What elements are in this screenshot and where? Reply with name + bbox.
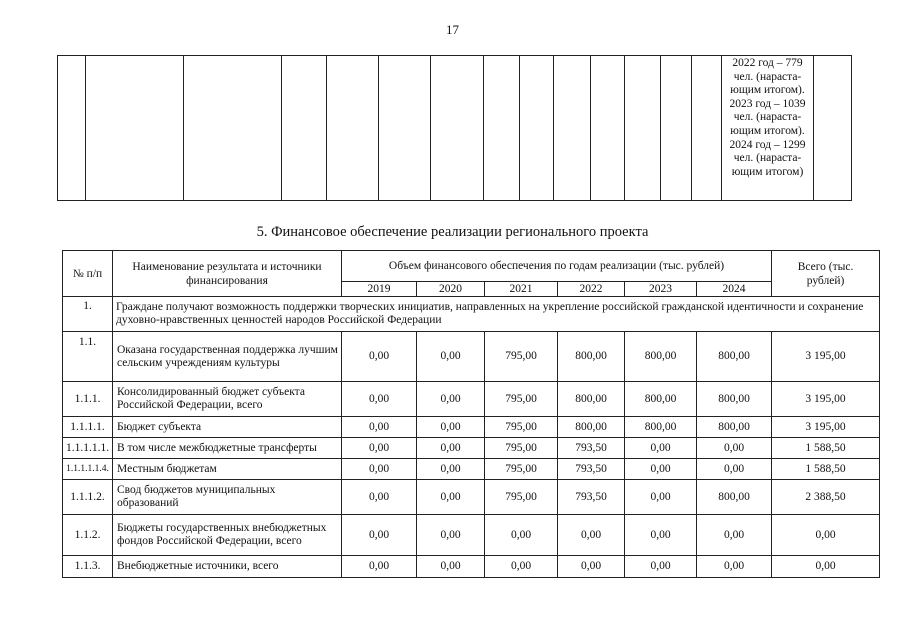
header-row bbox=[63, 251, 880, 282]
value-cell: 800,00 bbox=[697, 332, 772, 382]
empty-cell bbox=[431, 56, 484, 201]
value-cell: 0,00 bbox=[342, 556, 417, 578]
total-cell: 3 195,00 bbox=[772, 332, 880, 382]
note-line: чел. (нараста- bbox=[733, 111, 802, 124]
total-cell: 3 195,00 bbox=[772, 417, 880, 438]
value-cell: 795,00 bbox=[485, 438, 558, 459]
value-cell: 800,00 bbox=[558, 332, 625, 382]
value-cell: 0,00 bbox=[625, 480, 697, 515]
row-name: Бюджеты государственных внебюджетных фондов Российской Федерации, всего bbox=[113, 515, 342, 556]
finance-table bbox=[62, 250, 880, 578]
note-line: ющим итогом). bbox=[730, 124, 805, 137]
empty-cell bbox=[814, 56, 852, 201]
header-num: № п/п bbox=[63, 251, 113, 297]
section-num: 1. bbox=[63, 297, 113, 332]
value-cell: 0,00 bbox=[625, 515, 697, 556]
row-num: 1.1.2. bbox=[63, 515, 113, 556]
total-cell: 0,00 bbox=[772, 515, 880, 556]
note-line: ющим итогом) bbox=[731, 165, 804, 178]
table-row bbox=[63, 382, 880, 417]
empty-cell bbox=[692, 56, 722, 201]
row-num: 1.1.1.2. bbox=[63, 480, 113, 515]
header-total: Всего (тыс. рублей) bbox=[772, 251, 880, 297]
value-cell: 800,00 bbox=[625, 382, 697, 417]
table-row bbox=[63, 459, 880, 480]
value-cell: 800,00 bbox=[558, 382, 625, 417]
note-line: 2023 год – 1039 bbox=[729, 97, 806, 110]
section-text: Граждане получают возможность поддержки творческих инициатив, направленных на укрепление российской гражданской идентичности и сохранение духовно-нравственных ценностей народов Российской Федерации bbox=[113, 297, 880, 332]
empty-cell bbox=[86, 56, 184, 201]
note-line: 2022 год – 779 bbox=[732, 57, 803, 69]
empty-cell bbox=[282, 56, 327, 201]
value-cell: 0,00 bbox=[558, 515, 625, 556]
table-row bbox=[63, 515, 880, 556]
empty-cell bbox=[58, 56, 86, 201]
value-cell: 0,00 bbox=[342, 459, 417, 480]
header-year: 2020 bbox=[417, 282, 485, 297]
value-cell: 0,00 bbox=[342, 332, 417, 382]
header-year: 2021 bbox=[485, 282, 558, 297]
header-year: 2023 bbox=[625, 282, 697, 297]
row-num: 1.1.1.1.1. bbox=[63, 438, 113, 459]
value-cell: 800,00 bbox=[697, 480, 772, 515]
row-name: Внебюджетные источники, всего bbox=[113, 556, 342, 578]
value-cell: 0,00 bbox=[417, 438, 485, 459]
note-line: ющим итогом). bbox=[730, 84, 805, 97]
total-cell: 1 588,50 bbox=[772, 438, 880, 459]
value-cell: 0,00 bbox=[625, 438, 697, 459]
row-num: 1.1.3. bbox=[63, 556, 113, 578]
empty-cell bbox=[484, 56, 520, 201]
row-name: Местным бюджетам bbox=[113, 459, 342, 480]
row-num: 1.1.1. bbox=[63, 382, 113, 417]
value-cell: 0,00 bbox=[417, 332, 485, 382]
value-cell: 0,00 bbox=[625, 556, 697, 578]
value-cell: 795,00 bbox=[485, 417, 558, 438]
section-title: 5. Финансовое обеспечение реализации регионального проекта bbox=[256, 224, 649, 240]
value-cell: 0,00 bbox=[417, 515, 485, 556]
row-name: Консолидированный бюджет субъекта Российской Федерации, всего bbox=[113, 382, 342, 417]
value-cell: 0,00 bbox=[558, 556, 625, 578]
table-row bbox=[63, 438, 880, 459]
value-cell: 793,50 bbox=[558, 438, 625, 459]
empty-cell bbox=[184, 56, 282, 201]
value-cell: 800,00 bbox=[625, 332, 697, 382]
note-line: чел. (нараста- bbox=[733, 70, 802, 83]
value-cell: 793,50 bbox=[558, 459, 625, 480]
section-row bbox=[63, 297, 880, 332]
total-cell: 2 388,50 bbox=[772, 480, 880, 515]
table-row bbox=[63, 556, 880, 578]
empty-cell bbox=[591, 56, 625, 201]
value-cell: 0,00 bbox=[342, 480, 417, 515]
empty-cell bbox=[327, 56, 379, 201]
table-row bbox=[63, 480, 880, 515]
table-row bbox=[63, 417, 880, 438]
empty-cell bbox=[379, 56, 431, 201]
value-cell: 0,00 bbox=[417, 417, 485, 438]
header-volume: Объем финансового обеспечения по годам реализации (тыс. рублей) bbox=[342, 251, 772, 282]
value-cell: 800,00 bbox=[697, 382, 772, 417]
value-cell: 800,00 bbox=[697, 417, 772, 438]
value-cell: 0,00 bbox=[342, 438, 417, 459]
row-name: Бюджет субъекта bbox=[113, 417, 342, 438]
row-num: 1.1. bbox=[63, 332, 113, 382]
value-cell: 793,50 bbox=[558, 480, 625, 515]
header-year: 2024 bbox=[697, 282, 772, 297]
total-cell: 0,00 bbox=[772, 556, 880, 578]
value-cell: 0,00 bbox=[485, 556, 558, 578]
value-cell: 0,00 bbox=[485, 515, 558, 556]
value-cell: 0,00 bbox=[697, 438, 772, 459]
total-cell: 3 195,00 bbox=[772, 382, 880, 417]
empty-cell bbox=[625, 56, 661, 201]
cumulative-note-cell bbox=[722, 56, 814, 201]
note-line: 2024 год – 1299 bbox=[729, 138, 806, 151]
table-row bbox=[63, 332, 880, 382]
row-num: 1.1.1.1.1.4. bbox=[63, 459, 113, 480]
value-cell: 0,00 bbox=[417, 556, 485, 578]
empty-cell bbox=[661, 56, 692, 201]
row-num: 1.1.1.1. bbox=[63, 417, 113, 438]
previous-table-fragment bbox=[57, 55, 852, 201]
header-year: 2019 bbox=[342, 282, 417, 297]
value-cell: 0,00 bbox=[697, 459, 772, 480]
value-cell: 0,00 bbox=[697, 515, 772, 556]
header-name: Наименование результата и источники финансирования bbox=[113, 251, 342, 297]
row-name: В том числе межбюджетные трансферты bbox=[113, 438, 342, 459]
value-cell: 795,00 bbox=[485, 480, 558, 515]
total-cell: 1 588,50 bbox=[772, 459, 880, 480]
previous-table-row bbox=[58, 56, 852, 201]
empty-cell bbox=[554, 56, 591, 201]
value-cell: 0,00 bbox=[625, 459, 697, 480]
value-cell: 795,00 bbox=[485, 332, 558, 382]
value-cell: 800,00 bbox=[558, 417, 625, 438]
value-cell: 795,00 bbox=[485, 382, 558, 417]
row-name: Свод бюджетов муниципальных образований bbox=[113, 480, 342, 515]
value-cell: 0,00 bbox=[697, 556, 772, 578]
value-cell: 0,00 bbox=[342, 382, 417, 417]
value-cell: 0,00 bbox=[417, 459, 485, 480]
value-cell: 0,00 bbox=[417, 382, 485, 417]
row-name: Оказана государственная поддержка лучшим сельским учреждениям культуры bbox=[113, 332, 342, 382]
header-year: 2022 bbox=[558, 282, 625, 297]
value-cell: 0,00 bbox=[342, 515, 417, 556]
value-cell: 795,00 bbox=[485, 459, 558, 480]
empty-cell bbox=[520, 56, 554, 201]
value-cell: 0,00 bbox=[342, 417, 417, 438]
value-cell: 0,00 bbox=[417, 480, 485, 515]
page-number: 17 bbox=[446, 22, 459, 37]
note-line: чел. (нараста- bbox=[733, 152, 802, 165]
value-cell: 800,00 bbox=[625, 417, 697, 438]
